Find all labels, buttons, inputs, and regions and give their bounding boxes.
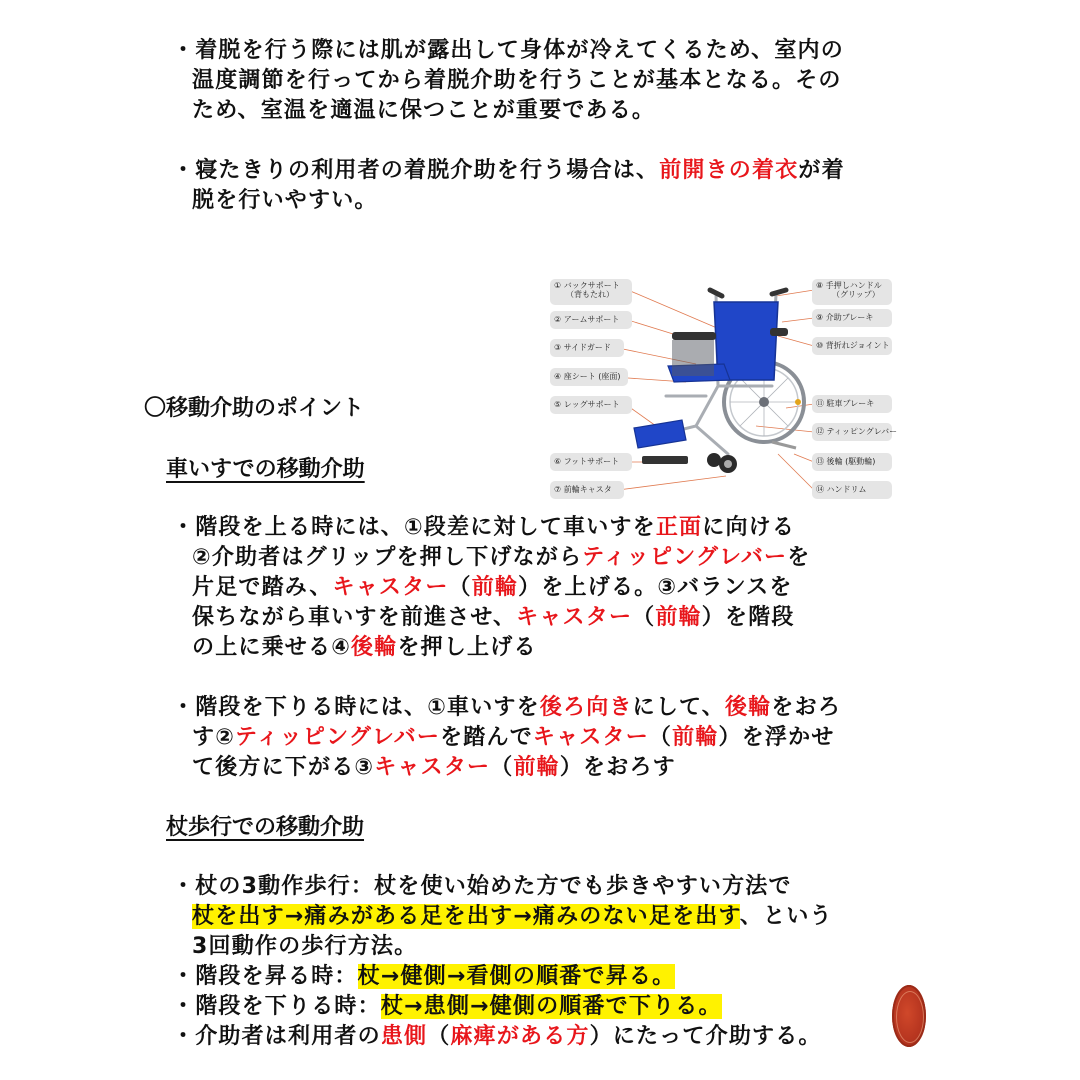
cane-line1: ・杖の3動作歩行：杖を使い始めた方でも歩きやすい方法で: [172, 874, 792, 899]
text: ）にたって介助する。: [589, 1024, 822, 1049]
label-parking-brake: ⑪ 駐車ブレーキ: [812, 395, 892, 413]
text: ②介助者はグリップを押し下げながら: [192, 545, 583, 570]
para1-line2: 温度調節を行ってから着脱介助を行うことが基本となる。その: [192, 68, 842, 93]
stairs-up-line1: [172, 513, 795, 543]
text: （: [490, 755, 514, 780]
label-back-support: [550, 279, 632, 305]
cane-heading: 杖歩行での移動介助: [166, 815, 365, 840]
para2-line2: 脱を行いやすい。: [192, 188, 378, 213]
emphasis: キャスター: [532, 725, 649, 750]
emphasis: 後輪: [351, 635, 398, 660]
emphasis: 後ろ向き: [539, 695, 633, 720]
text: （: [632, 605, 656, 630]
emphasis: 正面: [655, 515, 703, 540]
wheelchair-heading: 車いすでの移動介助: [166, 457, 365, 482]
emphasis: ティッピングレバー: [582, 545, 788, 570]
label-fold-joint: ⑩ 背折れジョイント: [812, 337, 892, 355]
emphasis: 前輪: [513, 755, 560, 780]
para1-line1: ・着脱を行う際には肌が露出して身体が冷えてくるため、室内の: [172, 38, 844, 63]
section-title: 〇移動介助のポイント: [144, 396, 365, 421]
text: にして、: [632, 695, 726, 720]
cane-line5: [172, 992, 722, 1022]
text: （: [448, 575, 472, 600]
text: す②: [192, 725, 236, 750]
cane-line6: [172, 1022, 822, 1052]
stairs-up-line3: [192, 573, 793, 603]
text: ）を階段: [701, 605, 795, 630]
stairs-down-line1: [172, 693, 841, 723]
stairs-down-line3: [192, 753, 676, 783]
text: に向ける: [702, 515, 796, 540]
label-assist-brake: ⑨ 介助ブレーキ: [812, 309, 892, 327]
label-arm-support: ② アームサポート: [550, 311, 632, 329]
cane-line3: 3回動作の歩行方法。: [192, 934, 418, 959]
label-text: ① バックサポート: [554, 281, 620, 290]
highlight: 杖→健側→看側の順番で昇る。: [357, 964, 676, 989]
text: ・階段を下りる時には、①車いすを: [172, 695, 540, 720]
text: ・階段を下りる時：: [172, 994, 381, 1019]
emphasis: キャスター: [516, 605, 633, 630]
label-seat: ④ 座シート (座面): [550, 368, 628, 386]
emphasis: 患側: [380, 1024, 428, 1049]
emphasis: 前輪: [471, 575, 519, 600]
emphasis: 麻痺がある方: [450, 1024, 590, 1049]
text: ）を上げる。③バランスを: [518, 575, 793, 600]
para2-line1: [172, 156, 845, 186]
label-rear-wheel: ⑬ 後輪 (駆動輪): [812, 453, 892, 471]
label-push-handle: [812, 279, 892, 305]
text: を踏んで: [440, 725, 533, 750]
text: ・介助者は利用者の: [172, 1024, 381, 1049]
text: （: [648, 725, 673, 750]
label-side-guard: ③ サイドガード: [550, 339, 624, 357]
text: ）をおろす: [559, 755, 676, 780]
highlight: 杖を出す→痛みがある足を出す→痛みのない足を出す: [192, 904, 740, 929]
cane-line4: [172, 962, 675, 992]
highlight: 杖→患側→健側の順番で下りる。: [380, 994, 722, 1019]
stairs-up-line2: [192, 543, 810, 573]
text: をおろ: [771, 695, 842, 720]
label-foot-support: ⑥ フットサポート: [550, 453, 632, 471]
emphasis: キャスター: [332, 575, 449, 600]
label-hand-rim: ⑭ ハンドリム: [812, 481, 892, 499]
text: 保ちながら車いすを前進させ、: [192, 605, 517, 630]
cane-line2: [192, 902, 833, 932]
text: て後方に下がる③: [192, 755, 375, 780]
text: ）を浮かせ: [718, 725, 835, 750]
text: ・階段を昇る時：: [172, 964, 358, 989]
label-tipping-lever: ⑫ ティッピングレバー: [812, 423, 892, 441]
stairs-down-line2: [192, 723, 835, 753]
label-text: ⑧ 手押しハンドル: [816, 281, 882, 290]
text: （: [427, 1024, 451, 1049]
label-leg-support: ⑤ レッグサポート: [550, 396, 632, 414]
para1-line3: ため、室温を適温に保つことが重要である。: [192, 98, 656, 123]
label-subtext: （グリップ）: [832, 290, 880, 299]
emphasis: 前輪: [655, 605, 702, 630]
emphasis: キャスター: [374, 755, 491, 780]
text: の上に乗せる④: [192, 635, 352, 660]
para2-emphasis: 前開きの着衣: [659, 158, 799, 183]
stairs-up-line5: [192, 633, 537, 663]
para2-text-end: が着: [798, 158, 845, 183]
text: ・階段を上る時には、①段差に対して車いすを: [172, 515, 656, 540]
text: 、という: [739, 904, 833, 929]
text: を押し上げる: [397, 635, 537, 660]
label-front-caster: ⑦ 前輪キャスタ: [550, 481, 624, 499]
emphasis: 後輪: [725, 695, 772, 720]
wheelchair-diagram: [546, 276, 896, 504]
emphasis: ティッピングレバー: [235, 725, 441, 750]
text: を: [787, 545, 811, 570]
seal-stamp-icon: [892, 985, 926, 1047]
label-subtext: （背もたれ）: [566, 290, 614, 299]
emphasis: 前輪: [672, 725, 719, 750]
text: 片足で踏み、: [192, 575, 333, 600]
stairs-up-line4: [192, 603, 795, 633]
para2-text: ・寝たきりの利用者の着脱介助を行う場合は、: [172, 158, 660, 183]
